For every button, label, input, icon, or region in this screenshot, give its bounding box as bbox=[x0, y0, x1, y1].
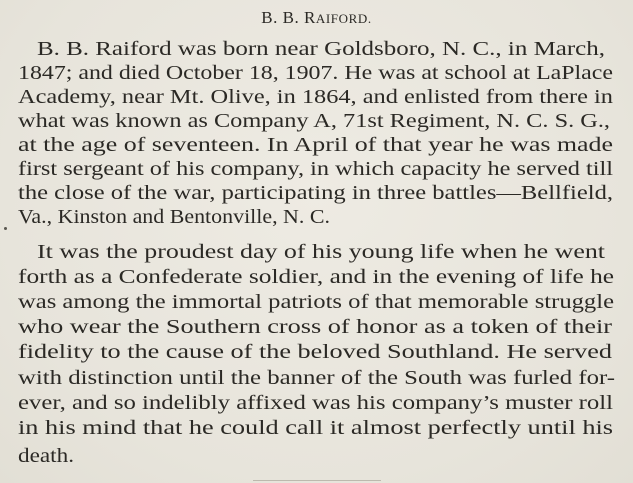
bottom-rule bbox=[253, 480, 381, 481]
paragraph-1-line-5: at the age of seventeen. In April of that year he was made bbox=[18, 134, 613, 156]
paragraph-1-line-1: B. B. Raiford was born near Goldsboro, N. C., in March, bbox=[37, 38, 605, 60]
paragraph-2-line-2: forth as a Confederate soldier, and in the evening of life he bbox=[18, 266, 614, 288]
paragraph-1-line-8: Va., Kinston and Bentonville, N. C. bbox=[18, 206, 330, 228]
paragraph-1-line-2: 1847; and died October 18, 1907. He was at school at LaPlace bbox=[18, 62, 613, 84]
paragraph-2-line-6: with distinction until the banner of the South was furled for- bbox=[18, 367, 615, 389]
paragraph-2-line-1: It was the proudest day of his young life when he went bbox=[37, 241, 605, 263]
heading-surname: AIFORD. bbox=[315, 11, 372, 26]
paragraph-1-line-6: first sergeant of his company, in which capacity he served till bbox=[18, 158, 613, 180]
heading-initials: B. B. R bbox=[261, 8, 316, 27]
paragraph-2-line-9: death. bbox=[18, 445, 74, 467]
paragraph-1-line-7: the close of the war, participating in three battles—Bellfield, bbox=[18, 182, 613, 204]
paragraph-2-line-3: was among the immortal patriots of that memorable struggle bbox=[18, 291, 614, 313]
paragraph-2-line-7: ever, and so indelibly affixed was his company’s muster roll bbox=[18, 392, 613, 414]
margin-dot bbox=[4, 227, 7, 230]
paragraph-1-line-4: what was known as Company A, 71st Regiment, N. C. S. G., bbox=[18, 110, 610, 132]
paragraph-2-line-5: fidelity to the cause of the beloved Southland. He served bbox=[18, 341, 612, 363]
paragraph-1-line-3: Academy, near Mt. Olive, in 1864, and enlisted from there in bbox=[18, 86, 613, 108]
page-heading bbox=[0, 8, 633, 28]
paragraph-2-line-4: who wear the Southern cross of honor as a token of their bbox=[18, 316, 612, 338]
paragraph-2-line-8: in his mind that he could call it almost perfectly until his bbox=[18, 417, 613, 439]
